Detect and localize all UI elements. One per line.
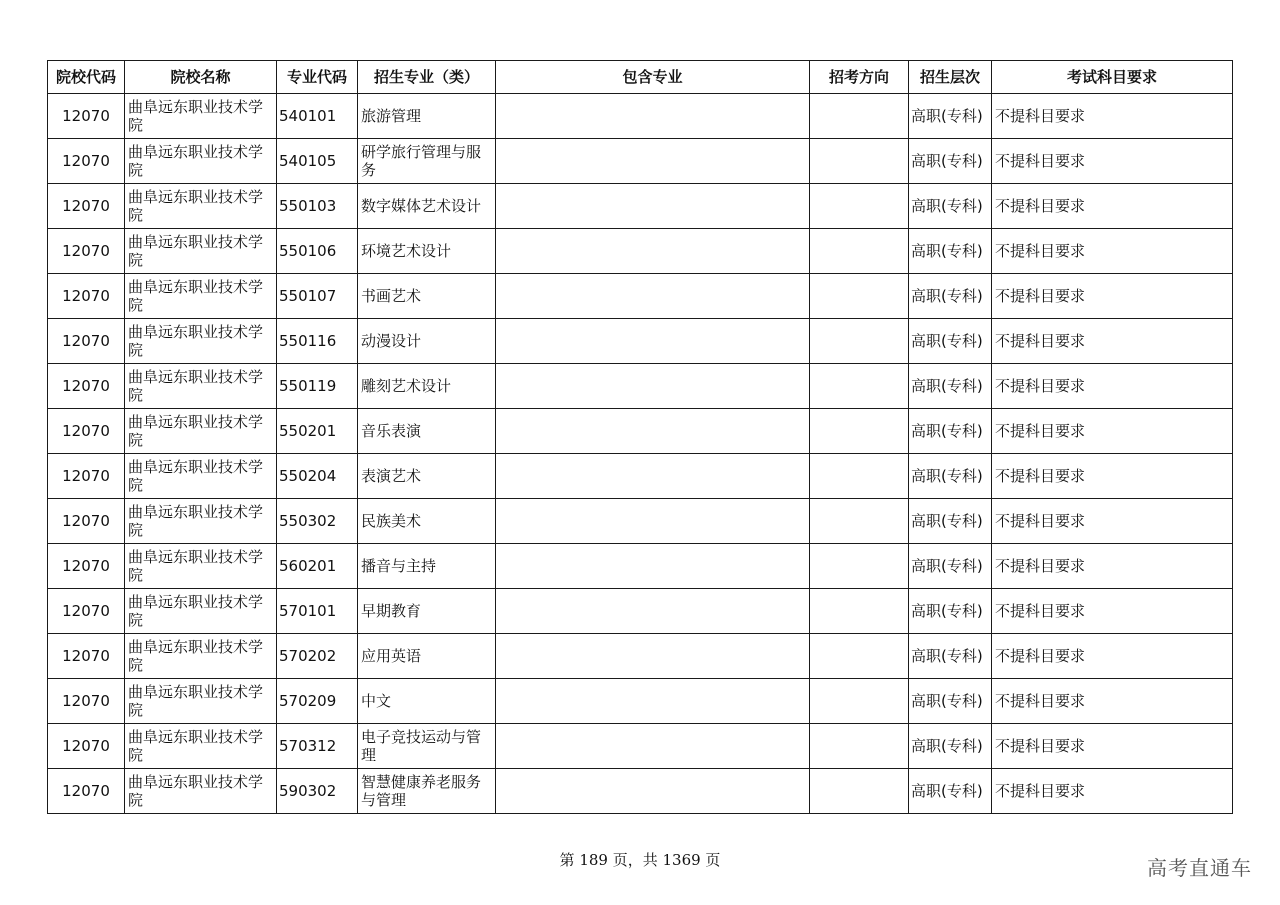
cell-direction — [810, 769, 909, 814]
cell-direction — [810, 724, 909, 769]
table-row — [48, 724, 1233, 769]
cell-major: 播音与主持 — [358, 544, 496, 589]
cell-school-name: 曲阜远东职业技术学院 — [125, 499, 277, 544]
cell-direction — [810, 454, 909, 499]
cell-major: 旅游管理 — [358, 94, 496, 139]
cell-level: 高职(专科) — [909, 139, 992, 184]
cell-school-name: 曲阜远东职业技术学院 — [125, 364, 277, 409]
watermark: 高考直通车 — [1147, 856, 1252, 880]
cell-level: 高职(专科) — [909, 364, 992, 409]
table-row — [48, 274, 1233, 319]
cell-requirement: 不提科目要求 — [992, 94, 1233, 139]
cell-requirement: 不提科目要求 — [992, 364, 1233, 409]
cell-major: 音乐表演 — [358, 409, 496, 454]
cell-school-code: 12070 — [48, 364, 125, 409]
cell-level: 高职(专科) — [909, 589, 992, 634]
cell-included-majors — [496, 364, 810, 409]
cell-major: 民族美术 — [358, 499, 496, 544]
cell-requirement: 不提科目要求 — [992, 184, 1233, 229]
table-header-row — [48, 61, 1233, 94]
header-level: 招生层次 — [909, 61, 992, 94]
cell-school-code: 12070 — [48, 229, 125, 274]
cell-requirement: 不提科目要求 — [992, 409, 1233, 454]
cell-school-code: 12070 — [48, 499, 125, 544]
cell-school-code: 12070 — [48, 409, 125, 454]
cell-school-name: 曲阜远东职业技术学院 — [125, 184, 277, 229]
cell-included-majors — [496, 679, 810, 724]
cell-level: 高职(专科) — [909, 769, 992, 814]
cell-major-code: 570202 — [277, 634, 358, 679]
cell-level: 高职(专科) — [909, 274, 992, 319]
cell-included-majors — [496, 184, 810, 229]
cell-major: 动漫设计 — [358, 319, 496, 364]
cell-direction — [810, 184, 909, 229]
cell-major-code: 560201 — [277, 544, 358, 589]
cell-school-code: 12070 — [48, 319, 125, 364]
cell-level: 高职(专科) — [909, 184, 992, 229]
cell-direction — [810, 589, 909, 634]
cell-school-code: 12070 — [48, 769, 125, 814]
header-major-code: 专业代码 — [277, 61, 358, 94]
cell-direction — [810, 364, 909, 409]
cell-level: 高职(专科) — [909, 679, 992, 724]
cell-school-code: 12070 — [48, 454, 125, 499]
header-included-majors: 包含专业 — [496, 61, 810, 94]
cell-level: 高职(专科) — [909, 634, 992, 679]
cell-major: 智慧健康养老服务与管理 — [358, 769, 496, 814]
cell-requirement: 不提科目要求 — [992, 589, 1233, 634]
cell-direction — [810, 94, 909, 139]
cell-requirement: 不提科目要求 — [992, 499, 1233, 544]
cell-major-code: 550107 — [277, 274, 358, 319]
cell-major-code: 540101 — [277, 94, 358, 139]
cell-school-name: 曲阜远东职业技术学院 — [125, 679, 277, 724]
cell-level: 高职(专科) — [909, 409, 992, 454]
cell-major-code: 550106 — [277, 229, 358, 274]
table-row — [48, 319, 1233, 364]
cell-direction — [810, 274, 909, 319]
cell-major-code: 550204 — [277, 454, 358, 499]
cell-major-code: 550119 — [277, 364, 358, 409]
cell-level: 高职(专科) — [909, 319, 992, 364]
table-row — [48, 769, 1233, 814]
cell-school-name: 曲阜远东职业技术学院 — [125, 454, 277, 499]
header-school-code: 院校代码 — [48, 61, 125, 94]
table-row — [48, 409, 1233, 454]
cell-major: 数字媒体艺术设计 — [358, 184, 496, 229]
cell-direction — [810, 499, 909, 544]
cell-school-name: 曲阜远东职业技术学院 — [125, 724, 277, 769]
cell-school-code: 12070 — [48, 589, 125, 634]
table-row — [48, 454, 1233, 499]
cell-included-majors — [496, 499, 810, 544]
cell-direction — [810, 229, 909, 274]
table-row — [48, 544, 1233, 589]
cell-school-name: 曲阜远东职业技术学院 — [125, 769, 277, 814]
cell-included-majors — [496, 229, 810, 274]
admissions-table — [47, 60, 1233, 814]
table-row — [48, 94, 1233, 139]
cell-level: 高职(专科) — [909, 94, 992, 139]
cell-included-majors — [496, 769, 810, 814]
cell-requirement: 不提科目要求 — [992, 454, 1233, 499]
cell-requirement: 不提科目要求 — [992, 724, 1233, 769]
cell-level: 高职(专科) — [909, 499, 992, 544]
cell-school-code: 12070 — [48, 679, 125, 724]
cell-major: 中文 — [358, 679, 496, 724]
table-row — [48, 229, 1233, 274]
header-direction: 招考方向 — [810, 61, 909, 94]
cell-direction — [810, 319, 909, 364]
table-row — [48, 184, 1233, 229]
cell-school-code: 12070 — [48, 544, 125, 589]
cell-school-name: 曲阜远东职业技术学院 — [125, 139, 277, 184]
cell-level: 高职(专科) — [909, 454, 992, 499]
cell-school-code: 12070 — [48, 139, 125, 184]
cell-requirement: 不提科目要求 — [992, 544, 1233, 589]
cell-school-code: 12070 — [48, 724, 125, 769]
cell-major: 应用英语 — [358, 634, 496, 679]
cell-direction — [810, 139, 909, 184]
table-row — [48, 634, 1233, 679]
cell-direction — [810, 544, 909, 589]
cell-major-code: 550201 — [277, 409, 358, 454]
table-body — [48, 94, 1233, 814]
cell-school-code: 12070 — [48, 184, 125, 229]
cell-school-code: 12070 — [48, 94, 125, 139]
cell-requirement: 不提科目要求 — [992, 274, 1233, 319]
cell-school-code: 12070 — [48, 274, 125, 319]
cell-school-name: 曲阜远东职业技术学院 — [125, 409, 277, 454]
cell-major: 雕刻艺术设计 — [358, 364, 496, 409]
cell-school-name: 曲阜远东职业技术学院 — [125, 589, 277, 634]
cell-major-code: 550116 — [277, 319, 358, 364]
cell-major: 环境艺术设计 — [358, 229, 496, 274]
header-major: 招生专业（类） — [358, 61, 496, 94]
cell-included-majors — [496, 589, 810, 634]
cell-included-majors — [496, 319, 810, 364]
cell-requirement: 不提科目要求 — [992, 679, 1233, 724]
cell-major-code: 570209 — [277, 679, 358, 724]
cell-direction — [810, 679, 909, 724]
cell-major: 电子竞技运动与管理 — [358, 724, 496, 769]
cell-school-name: 曲阜远东职业技术学院 — [125, 544, 277, 589]
table-row — [48, 139, 1233, 184]
cell-included-majors — [496, 724, 810, 769]
cell-direction — [810, 409, 909, 454]
cell-requirement: 不提科目要求 — [992, 769, 1233, 814]
cell-requirement: 不提科目要求 — [992, 319, 1233, 364]
cell-school-name: 曲阜远东职业技术学院 — [125, 319, 277, 364]
cell-school-name: 曲阜远东职业技术学院 — [125, 94, 277, 139]
table-row — [48, 679, 1233, 724]
cell-level: 高职(专科) — [909, 724, 992, 769]
cell-level: 高职(专科) — [909, 544, 992, 589]
cell-major-code: 570101 — [277, 589, 358, 634]
cell-major: 研学旅行管理与服务 — [358, 139, 496, 184]
cell-included-majors — [496, 544, 810, 589]
cell-school-name: 曲阜远东职业技术学院 — [125, 634, 277, 679]
cell-requirement: 不提科目要求 — [992, 634, 1233, 679]
table-row — [48, 499, 1233, 544]
cell-requirement: 不提科目要求 — [992, 139, 1233, 184]
cell-included-majors — [496, 634, 810, 679]
header-school-name: 院校名称 — [125, 61, 277, 94]
cell-level: 高职(专科) — [909, 229, 992, 274]
cell-school-code: 12070 — [48, 634, 125, 679]
cell-included-majors — [496, 139, 810, 184]
cell-major: 早期教育 — [358, 589, 496, 634]
cell-requirement: 不提科目要求 — [992, 229, 1233, 274]
cell-major: 表演艺术 — [358, 454, 496, 499]
table-row — [48, 364, 1233, 409]
cell-major-code: 540105 — [277, 139, 358, 184]
cell-included-majors — [496, 94, 810, 139]
table-row — [48, 589, 1233, 634]
cell-major-code: 570312 — [277, 724, 358, 769]
cell-included-majors — [496, 409, 810, 454]
cell-major-code: 590302 — [277, 769, 358, 814]
cell-school-name: 曲阜远东职业技术学院 — [125, 274, 277, 319]
page-number: 第 189 页，共 1369 页 — [559, 851, 721, 869]
cell-included-majors — [496, 274, 810, 319]
cell-included-majors — [496, 454, 810, 499]
cell-major: 书画艺术 — [358, 274, 496, 319]
header-requirement: 考试科目要求 — [992, 61, 1233, 94]
cell-major-code: 550103 — [277, 184, 358, 229]
cell-direction — [810, 634, 909, 679]
cell-major-code: 550302 — [277, 499, 358, 544]
cell-school-name: 曲阜远东职业技术学院 — [125, 229, 277, 274]
